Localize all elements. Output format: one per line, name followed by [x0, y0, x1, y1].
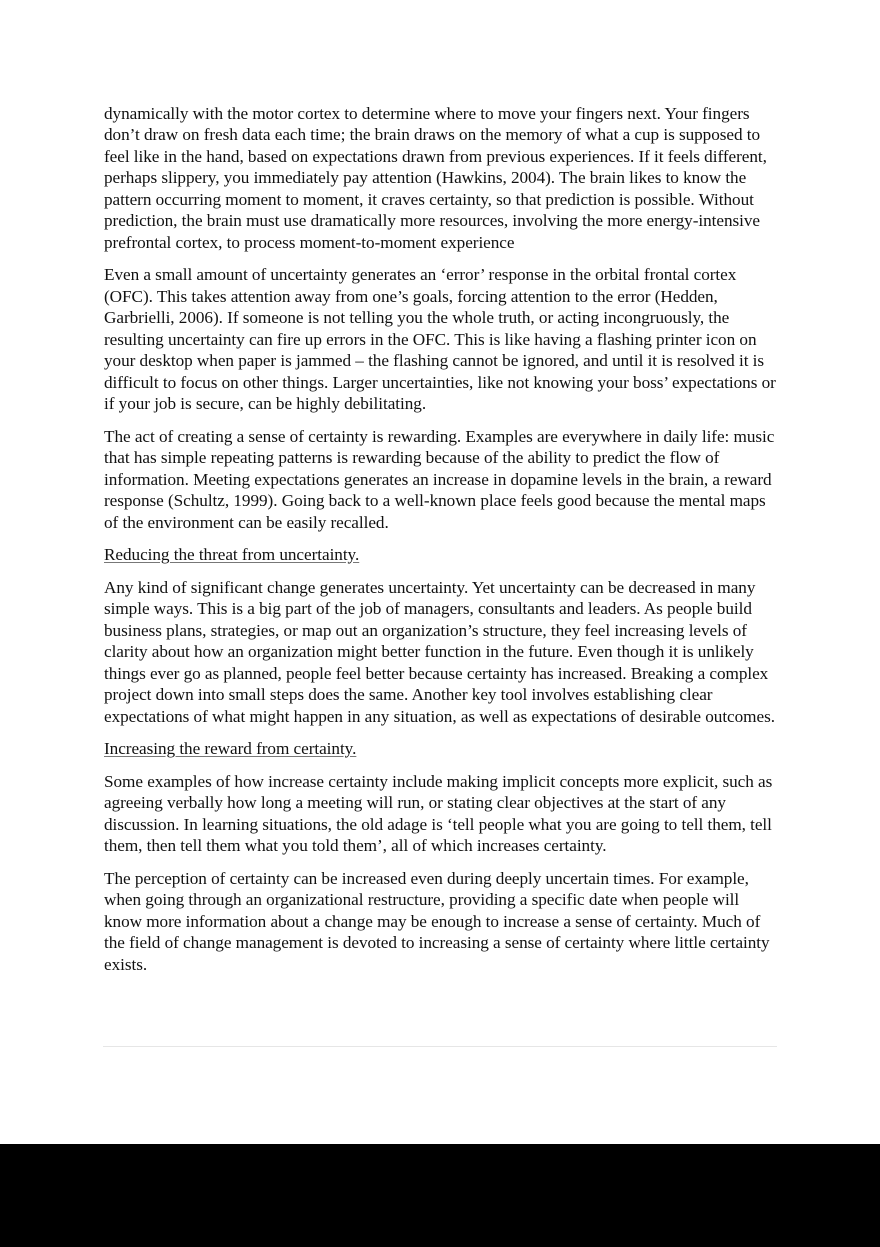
- paragraph-examples-certainty: Some examples of how increase certainty include making implicit concepts more explicit, such as agreeing verbally how long a meeting will run, or stating clear objectives at the start of any discussion. In learning situations, the old adage is ‘tell people what you are going to tell them, tell them, then tell them what you told them’, all of which increases certainty.: [104, 771, 773, 856]
- page-footer-divider: [103, 1046, 777, 1047]
- paragraph-perception-certainty: The perception of certainty can be increased even during deeply uncertain times. For example, when going through an organizational restructure, providing a specific date when people will know more information about a change may be enough to increase a sense of certainty. Much of the field of change management is devoted to increasing a sense of certainty where little certainty exists.: [104, 868, 770, 974]
- paragraph-certainty-rewarding: The act of creating a sense of certainty is rewarding. Examples are everywhere in daily life: music that has simple repeating patterns is rewarding because of the ability to predict the flow of information. Meeting expectations generates an increase in dopamine levels in the brain, a reward response (Schultz, 1999). Going back to a well-known place feels good because the mental maps of the environment can be easily recalled.: [104, 426, 775, 532]
- paragraph-significant-change: Any kind of significant change generates uncertainty. Yet uncertainty can be decreased in many simple ways. This is a big part of the job of managers, consultants and leaders. As people build business plans, strategies, or map out an organization’s structure, they feel increasing levels of clarity about how an organization might better function in the future. Even though it is unlikely things ever go as planned, people feel better because certainty has increased. Breaking a complex project down into small steps does the same. Another key tool involves establishing clear expectations of what might happen in any situation, as well as expectations of desirable outcomes.: [104, 577, 775, 726]
- section-heading-increasing-reward: Increasing the reward from certainty.: [104, 739, 357, 759]
- paragraph-uncertainty-error: Even a small amount of uncertainty generates an ‘error’ response in the orbital frontal cortex (OFC). This takes attention away from one’s goals, forcing attention to the error (Hedden, Garbrielli, 2006). If someone is not telling you the whole truth, or acting incongruously, the resulting uncertainty can fire up errors in the OFC. This is like having a flashing printer icon on your desktop when paper is jammed – the flashing cannot be ignored, and until it is resolved it is difficult to focus on other things. Larger uncertainties, like not knowing your boss’ expectations or if your job is secure, can be highly debilitating.: [104, 265, 776, 414]
- document-body: [104, 103, 780, 986]
- section-heading-reducing-threat: Reducing the threat from uncertainty.: [104, 545, 360, 565]
- paragraph-motor-cortex: dynamically with the motor cortex to determine where to move your fingers next. Your fingers don’t draw on fresh data each time; the brain draws on the memory of what a cup is supposed to feel like in the hand, based on expectations drawn from previous experiences. If it feels different, perhaps slippery, you immediately pay attention (Hawkins, 2004). The brain likes to know the pattern occurring moment to moment, it craves certainty, so that prediction is possible. Without prediction, the brain must use dramatically more resources, involving the more energy-intensive prefrontal cortex, to process moment-to-moment experience: [104, 104, 767, 252]
